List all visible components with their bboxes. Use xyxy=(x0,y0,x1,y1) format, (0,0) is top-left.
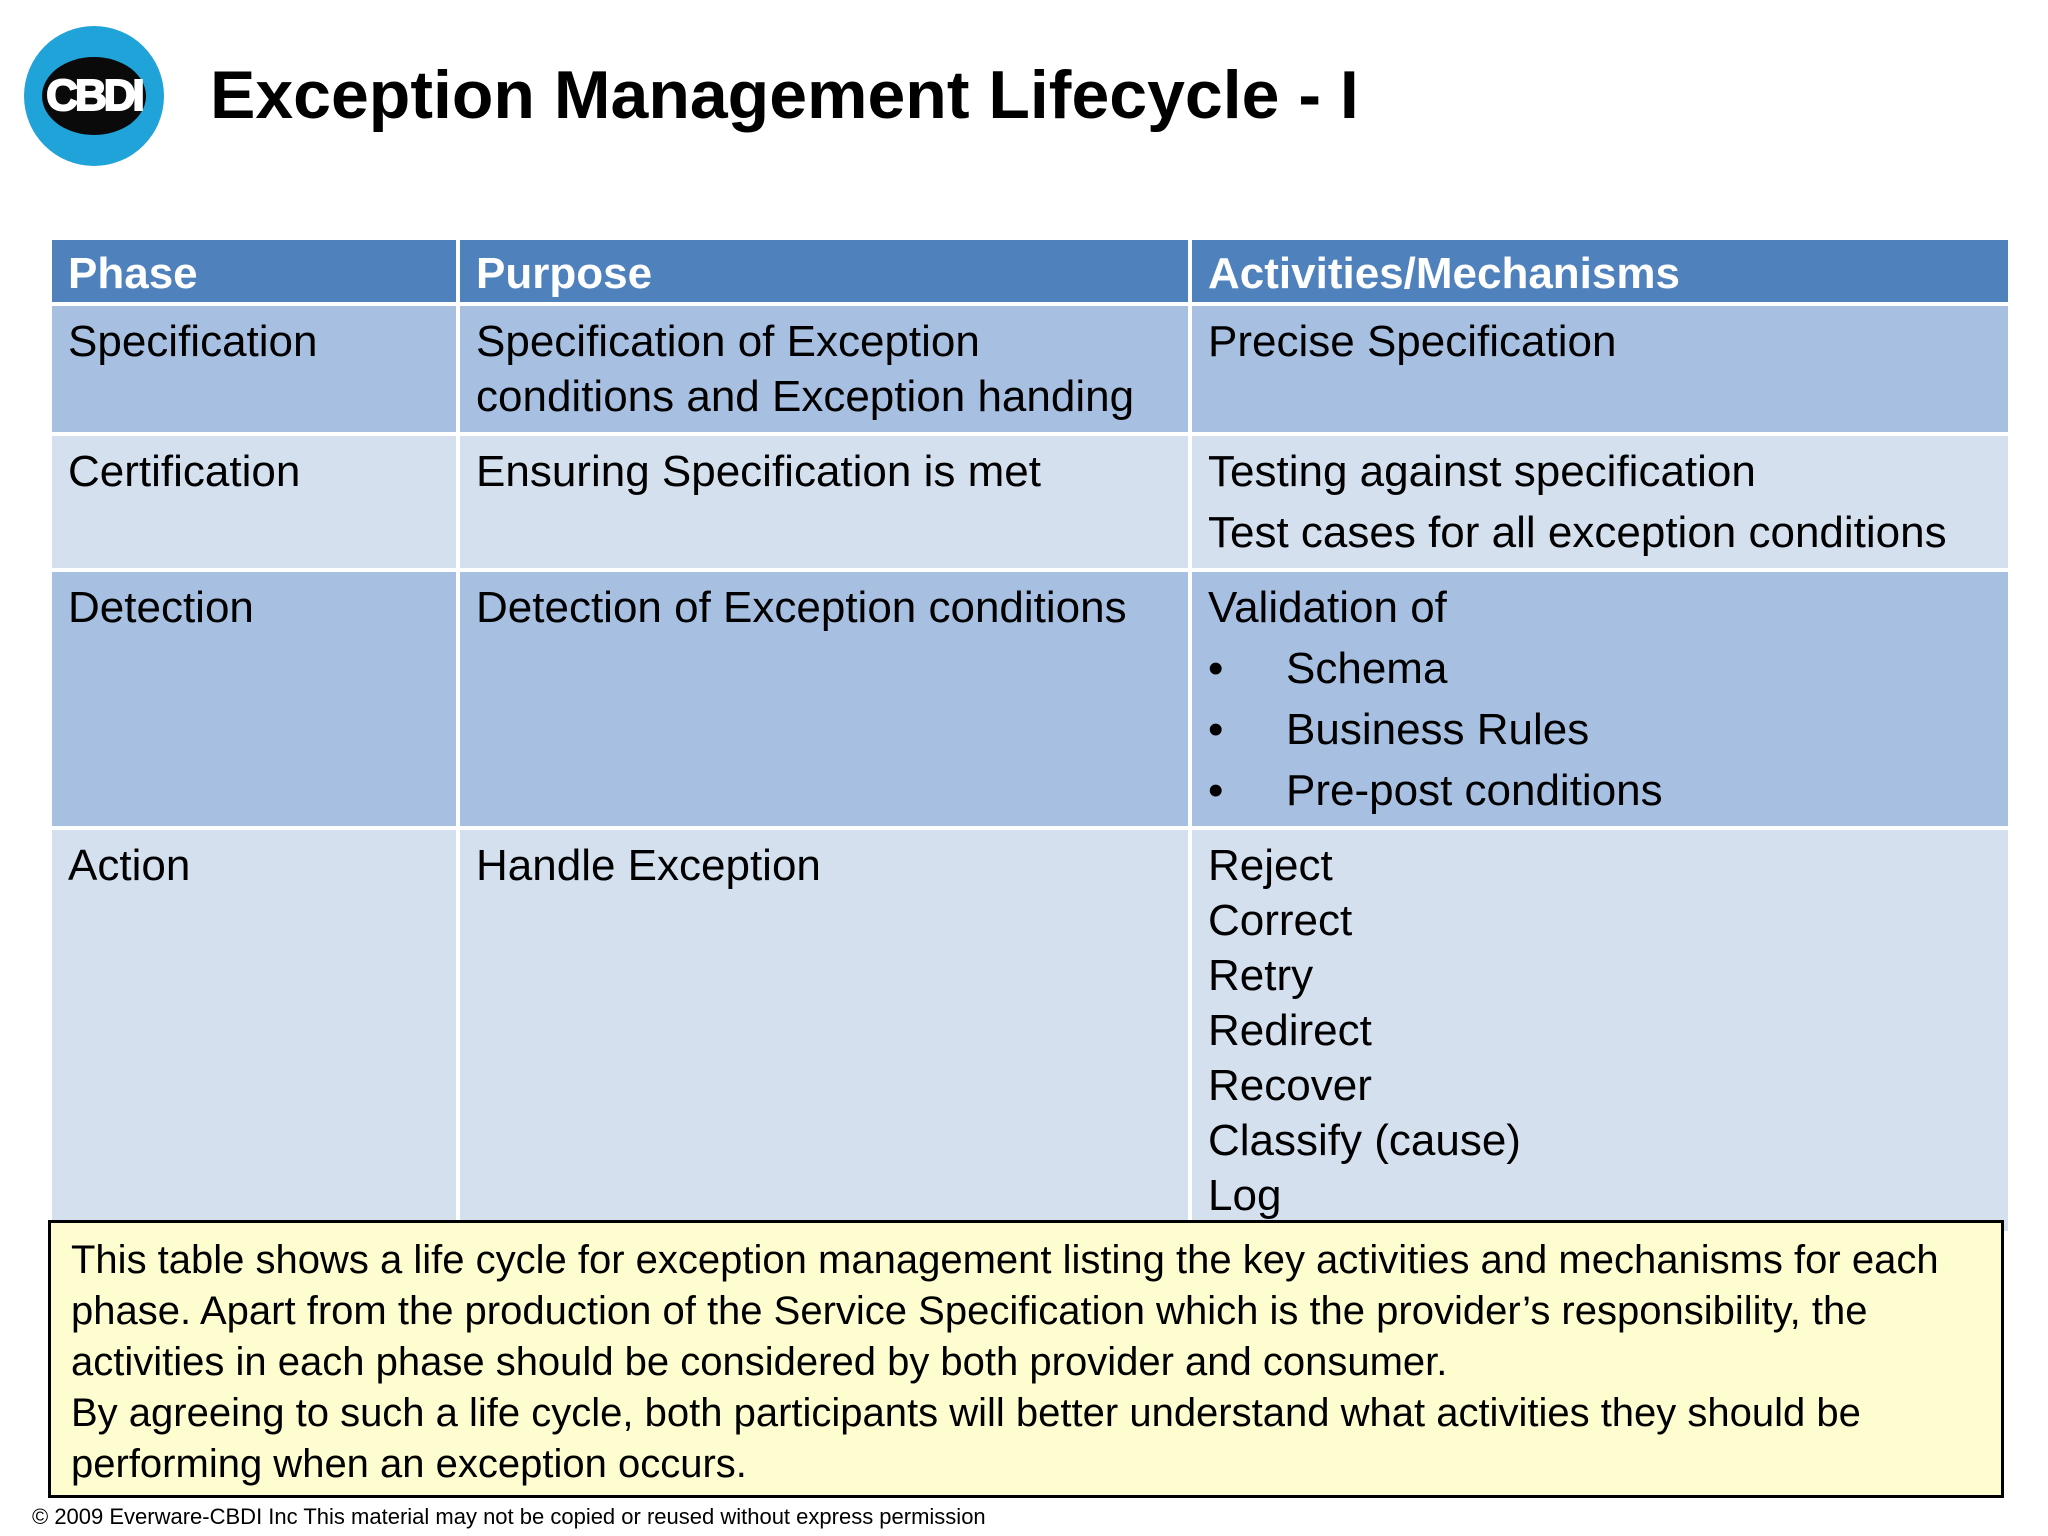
note-paragraph: By agreeing to such a life cycle, both participants will better understand what activities they should be performing when an exception occurs. xyxy=(71,1391,1861,1486)
bullet-text: Business Rules xyxy=(1286,705,1590,754)
activity-line: Correct xyxy=(1208,896,1353,945)
header-phase: Phase xyxy=(50,238,458,304)
activity-line: Recover xyxy=(1208,1061,1372,1110)
logo-text: CBDI xyxy=(46,71,142,120)
purpose-cell xyxy=(458,570,1190,828)
bullet-item xyxy=(1208,702,1992,757)
table-header-row xyxy=(50,238,2010,304)
activities-cell xyxy=(1190,828,2010,1233)
bullet-icon: • xyxy=(1208,766,1224,815)
copyright-footer: © 2009 Everware-CBDI Inc This material may not be copied or reused without express permission xyxy=(32,1504,986,1529)
activity-line: Log xyxy=(1208,1171,1282,1220)
header-purpose: Purpose xyxy=(458,238,1190,304)
table-row-detection xyxy=(50,570,2010,828)
logo-center xyxy=(42,57,146,135)
purpose-line: Handle Exception xyxy=(476,841,821,890)
activity-line: Redirect xyxy=(1208,1006,1372,1055)
purpose-cell xyxy=(458,434,1190,570)
activities-cell xyxy=(1190,570,2010,828)
note-paragraph: This table shows a life cycle for exception management listing the key activities and mechanisms for each phase. Apart from the production of the Service Specification which is the provider’s responsibility, the activities in each phase should be considered by both provider and consumer. xyxy=(71,1238,1939,1384)
table-row-action xyxy=(50,828,2010,1233)
bullet-icon: • xyxy=(1208,644,1224,693)
lifecycle-table xyxy=(48,236,2012,1235)
activity-line: Classify (cause) xyxy=(1208,1116,1521,1165)
bullet-icon: • xyxy=(1208,705,1224,754)
table-row-specification xyxy=(50,304,2010,434)
activity-line: Test cases for all exception conditions xyxy=(1208,508,1947,557)
bullet-text: Schema xyxy=(1286,644,1448,693)
phase-cell: Detection xyxy=(50,570,458,828)
purpose-line: Detection of Exception conditions xyxy=(476,583,1127,632)
purpose-cell xyxy=(458,304,1190,434)
page-title: Exception Management Lifecycle - I xyxy=(210,57,1359,133)
purpose-cell xyxy=(458,828,1190,1233)
phase-cell: Specification xyxy=(50,304,458,434)
purpose-line: Specification of Exception xyxy=(476,317,980,366)
activity-intro: Validation of xyxy=(1208,583,1447,632)
phase-cell: Action xyxy=(50,828,458,1233)
activity-line: Precise Specification xyxy=(1208,317,1617,366)
purpose-line: conditions and Exception handing xyxy=(476,372,1135,421)
activity-line: Retry xyxy=(1208,951,1314,1000)
bullet-item xyxy=(1208,763,1992,818)
activities-cell xyxy=(1190,304,2010,434)
activity-line: Testing against specification xyxy=(1208,447,1756,496)
purpose-line: Ensuring Specification is met xyxy=(476,447,1041,496)
phase-cell: Certification xyxy=(50,434,458,570)
table-row-certification xyxy=(50,434,2010,570)
activity-line: Reject xyxy=(1208,841,1333,890)
cbdi-logo xyxy=(24,26,164,166)
header-activities: Activities/Mechanisms xyxy=(1190,238,2010,304)
explanation-note xyxy=(48,1220,2004,1498)
bullet-text: Pre-post conditions xyxy=(1286,766,1663,815)
activities-cell xyxy=(1190,434,2010,570)
bullet-item xyxy=(1208,641,1992,696)
